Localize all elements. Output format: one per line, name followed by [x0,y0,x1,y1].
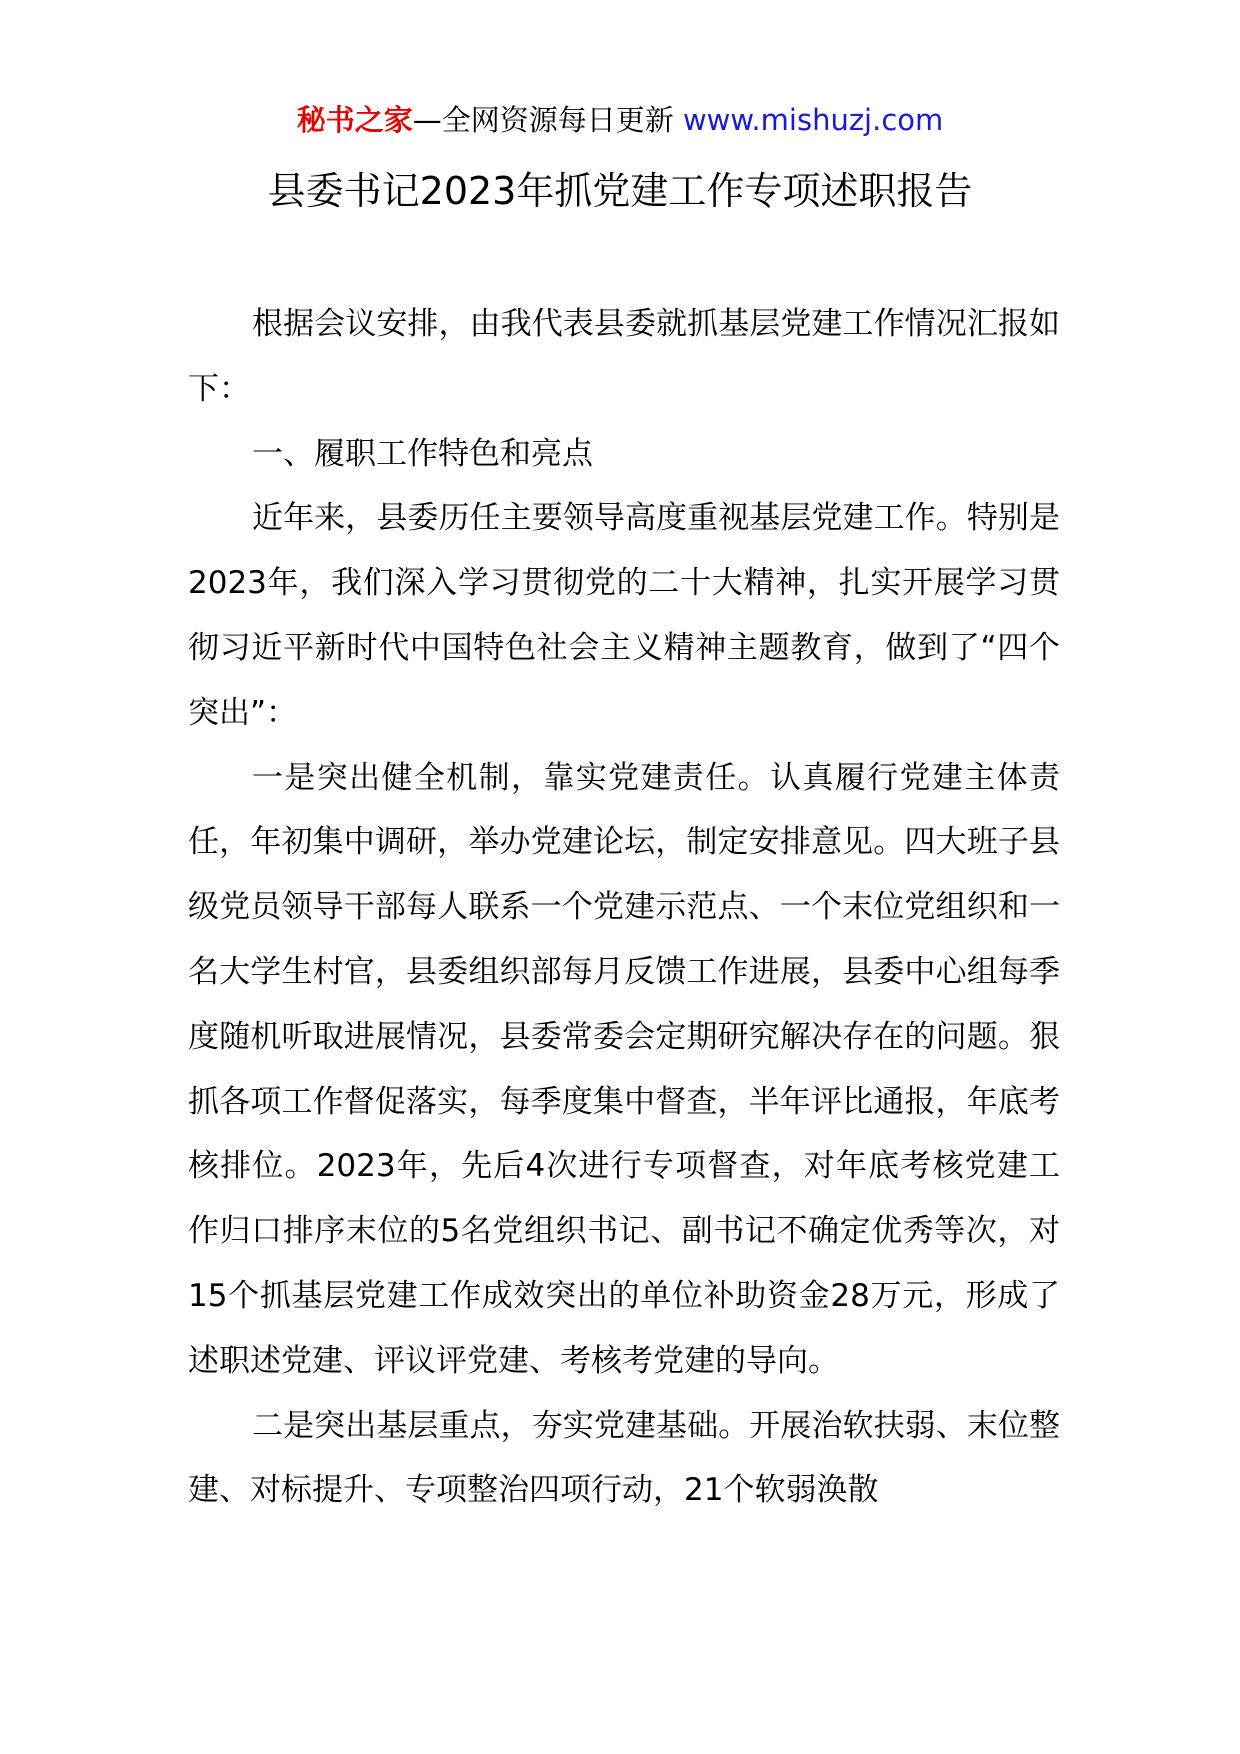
paragraph-point-one: 一是突出健全机制，靠实党建责任。认真履行党建主体责任，年初集中调研，举办党建论坛，制定安排意见。四大班子县级党员领导干部每人联系一个党建示范点、一个末位党组织和一名大学生村官，县委组织部每月反馈工作进展，县委中心组每季度随机听取进展情况，县委常委会定期研究解决存在的问题。狠抓各项工作督促落实，每季度集中督查，半年评比通报，年底考核排位。2023年，先后4次进行专项督查，对年底考核党建工作归口排序末位的5名党组织书记、副书记不确定优秀等次，对15个抓基层党建工作成效突出的单位补助资金28万元，形成了述职述党建、评议评党建、考核考党建的导向。 [188,759,1060,1379]
watermark-header [0,100,1240,140]
brand-name: 秘书之家 [296,103,413,137]
brand-tagline: —全网资源每日更新 [412,103,683,137]
document-body [188,292,1060,1523]
paragraph-overview: 近年来，县委历任主要领导高度重视基层党建工作。特别是2023年，我们深入学习贯彻党的二十大精神，扎实开展学习贯彻习近平新时代中国特色社会主义精神主题教育，做到了“四个突出”： [188,500,1060,731]
brand-url[interactable]: www.mishuzj.com [682,103,944,137]
paragraph-intro: 根据会议安排，由我代表县委就抓基层党建工作情况汇报如下： [188,306,1060,407]
paragraph-point-two: 二是突出基层重点，夯实党建基础。开展治软扶弱、末位整建、对标提升、专项整治四项行动，21个软弱涣散 [188,1407,1060,1509]
document-title: 县委书记2023年抓党建工作专项述职报告 [267,169,973,213]
section-heading: 一、履职工作特色和亮点 [252,435,593,472]
